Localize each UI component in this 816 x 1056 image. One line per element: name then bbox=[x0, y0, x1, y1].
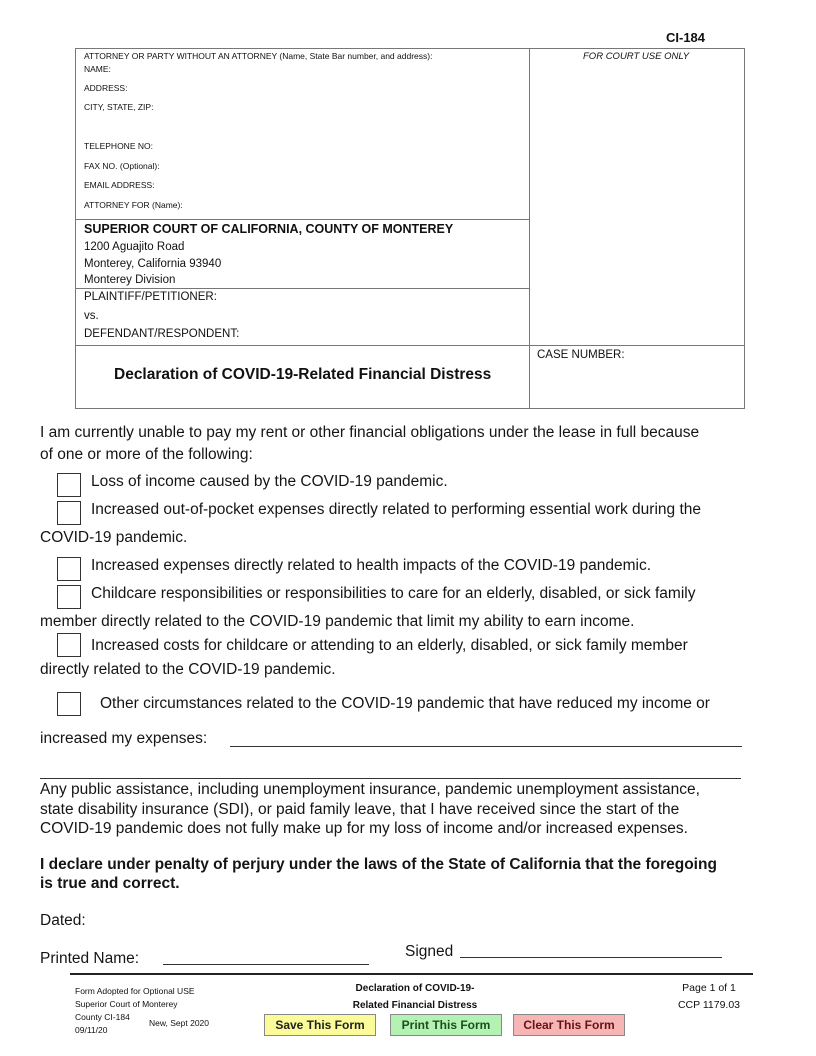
caption-divider bbox=[529, 49, 530, 408]
perjury-line-2: is true and correct. bbox=[40, 875, 180, 892]
intro-line-1: I am currently unable to pay my rent or other financial obligations under the lease in full because bbox=[40, 424, 700, 441]
city-state-zip-label: CITY, STATE, ZIP: bbox=[84, 102, 154, 112]
option-childcare-responsibilities: Childcare responsibilities or responsibilities to care for an elderly, disabled, or sick family bbox=[91, 585, 696, 602]
fax-label: FAX NO. (Optional): bbox=[84, 161, 160, 171]
dated-label: Dated: bbox=[40, 912, 86, 929]
perjury-declaration bbox=[40, 855, 717, 893]
option-childcare-responsibilities-cont: member directly related to the COVID-19 pandemic that limit my ability to earn income. bbox=[40, 613, 635, 630]
footer-title-line-1: Declaration of COVID-19- bbox=[355, 983, 475, 994]
adopted-line-4: 09/11/20 bbox=[75, 1025, 108, 1035]
other-expenses-field[interactable] bbox=[230, 746, 742, 747]
printed-name-field[interactable] bbox=[163, 964, 369, 965]
option-loss-of-income: Loss of income caused by the COVID-19 pandemic. bbox=[91, 473, 448, 490]
address-label: ADDRESS: bbox=[84, 83, 128, 93]
telephone-label: TELEPHONE NO: bbox=[84, 141, 153, 151]
footer-title-line-2: Related Financial Distress bbox=[352, 1000, 478, 1011]
option-health-expenses: Increased expenses directly related to health impacts of the COVID-19 pandemic. bbox=[91, 557, 652, 574]
option-essential-work-expenses-cont: COVID-19 pandemic. bbox=[40, 529, 188, 546]
court-address-street: 1200 Aguajito Road bbox=[84, 241, 185, 253]
assistance-statement bbox=[40, 780, 700, 839]
assistance-line-2: state disability insurance (SDI), or paid family leave, that I have received since the start of the bbox=[40, 800, 680, 818]
intro-line-2: of one or more of the following: bbox=[40, 446, 253, 463]
checkbox-essential-work-expenses[interactable] bbox=[57, 501, 81, 525]
court-name: SUPERIOR COURT OF CALIFORNIA, COUNTY OF MONTEREY bbox=[84, 222, 454, 236]
signed-label: Signed bbox=[405, 943, 454, 960]
plaintiff-label: PLAINTIFF/PETITIONER: bbox=[84, 291, 217, 303]
adopted-line-3: County CI-184 bbox=[75, 1012, 130, 1022]
print-form-button[interactable]: Print This Form bbox=[390, 1014, 502, 1036]
option-childcare-costs: Increased costs for childcare or attending to an elderly, disabled, or sick family member bbox=[91, 637, 688, 654]
option-essential-work-expenses: Increased out-of-pocket expenses directly related to performing essential work during the bbox=[91, 501, 701, 518]
court-use-only: FOR COURT USE ONLY bbox=[583, 51, 690, 62]
perjury-line-1: I declare under penalty of perjury under the laws of the State of California that the foregoing bbox=[40, 856, 717, 873]
court-division: Monterey Division bbox=[84, 274, 176, 286]
footer-title bbox=[325, 980, 505, 1014]
option-other-circumstances: Other circumstances related to the COVID-19 pandemic that have reduced my income or bbox=[100, 695, 710, 712]
checkbox-childcare-responsibilities[interactable] bbox=[57, 585, 81, 609]
email-label: EMAIL ADDRESS: bbox=[84, 180, 155, 190]
option-other-circumstances-cont: increased my expenses: bbox=[40, 730, 208, 747]
caption-rule bbox=[76, 219, 530, 220]
page-number: Page 1 of 1 bbox=[682, 982, 736, 994]
option-childcare-costs-cont: directly related to the COVID-19 pandemic. bbox=[40, 661, 336, 678]
assistance-line-3: COVID-19 pandemic does not fully make up for my loss of income and/or increased expenses. bbox=[40, 820, 688, 837]
checkbox-childcare-costs[interactable] bbox=[57, 633, 81, 657]
checkbox-other-circumstances[interactable] bbox=[57, 692, 81, 716]
clear-form-button[interactable]: Clear This Form bbox=[513, 1014, 625, 1036]
printed-name-label: Printed Name: bbox=[40, 950, 140, 967]
adopted-line-1: Form Adopted for Optional USE bbox=[75, 986, 195, 996]
attorney-for-label: ATTORNEY FOR (Name): bbox=[84, 200, 183, 210]
revision-date: New, Sept 2020 bbox=[149, 1018, 210, 1028]
signature-field[interactable] bbox=[460, 957, 722, 958]
defendant-label: DEFENDANT/RESPONDENT: bbox=[84, 328, 240, 340]
save-form-button[interactable]: Save This Form bbox=[264, 1014, 376, 1036]
footer-rule bbox=[70, 973, 753, 975]
name-label: NAME: bbox=[84, 64, 111, 74]
assistance-line-1: Any public assistance, including unemployment insurance, pandemic unemployment assistance, bbox=[40, 781, 700, 798]
footer-page-info bbox=[664, 980, 754, 1014]
case-number-label: CASE NUMBER: bbox=[537, 349, 625, 361]
code-section: CCP 1179.03 bbox=[677, 999, 741, 1011]
adopted-line-2: Superior Court of Monterey bbox=[75, 999, 178, 1009]
attorney-caption: ATTORNEY OR PARTY WITHOUT AN ATTORNEY (Name, State Bar number, and address): bbox=[84, 51, 433, 61]
court-address-city: Monterey, California 93940 bbox=[84, 258, 222, 270]
document-title: Declaration of COVID-19-Related Financial Distress bbox=[114, 366, 492, 383]
vs-label: vs. bbox=[84, 310, 99, 322]
caption-rule bbox=[76, 345, 744, 346]
checkbox-health-expenses[interactable] bbox=[57, 557, 81, 581]
checkbox-loss-of-income[interactable] bbox=[57, 473, 81, 497]
form-id: CI-184 bbox=[666, 30, 706, 45]
other-expenses-field-line-2[interactable] bbox=[40, 778, 741, 779]
